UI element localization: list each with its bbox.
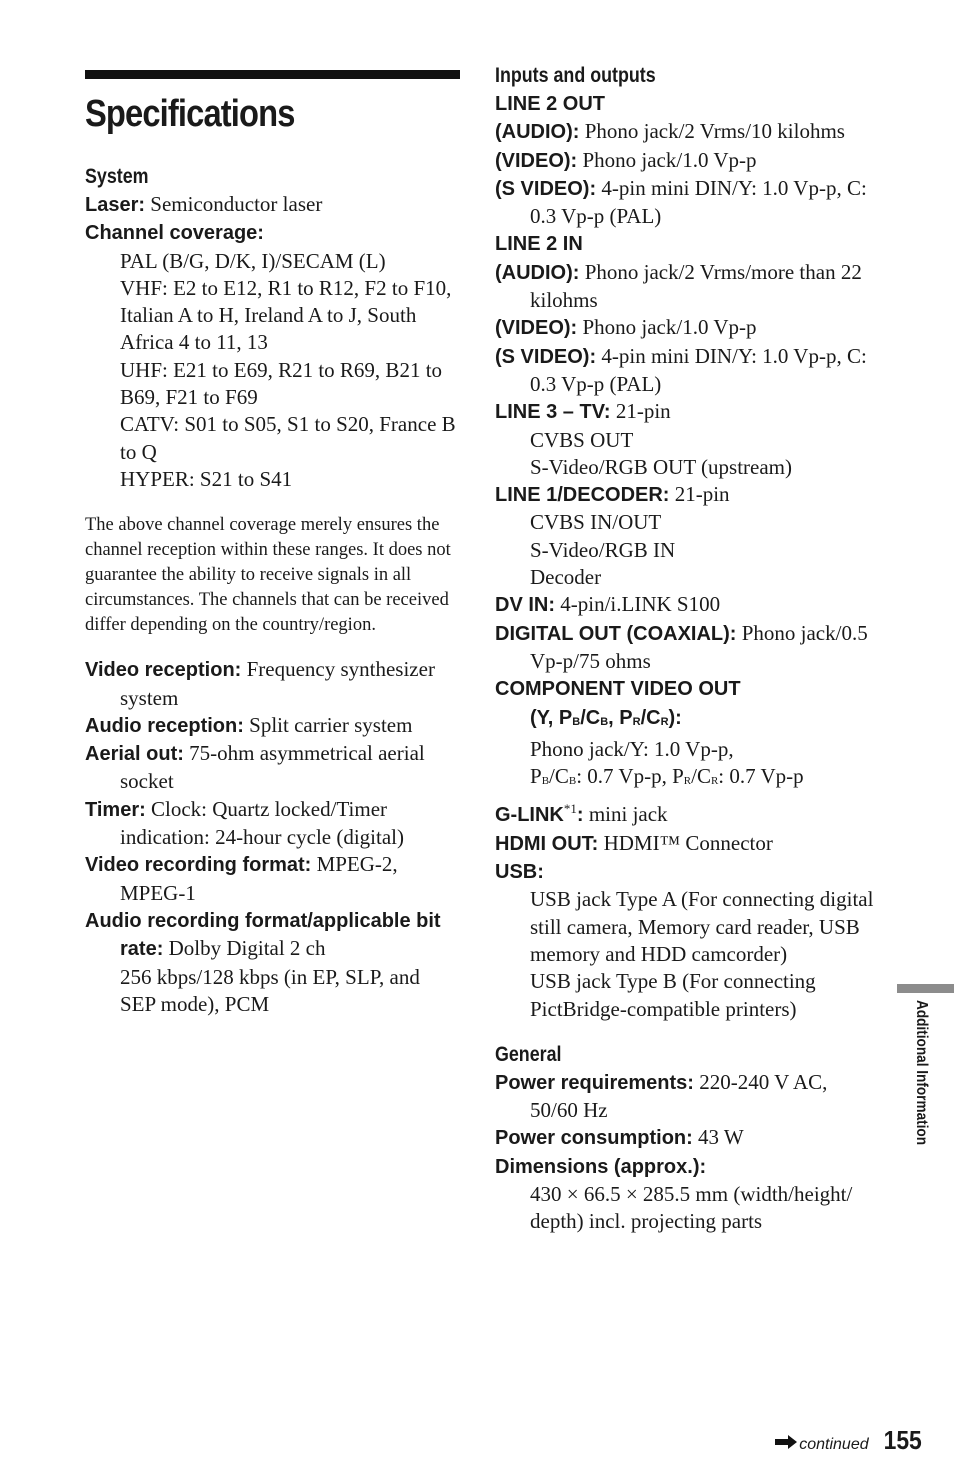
left-column (85, 70, 460, 1018)
spec-dv-in: DV IN: 4-pin/i.LINK S100 (495, 592, 721, 617)
spec-laser: Laser: Semiconductor laser (85, 192, 323, 216)
spec-digital-out: DIGITAL OUT (COAXIAL): Phono jack/0.5 Vp-p/75 ohms (495, 620, 868, 673)
spec-power-requirements: Power requirements: 220-240 V AC, 50/60 Hz (495, 1069, 828, 1123)
continued-label: continued (799, 1436, 869, 1453)
system-heading: System (85, 165, 149, 188)
arrow-right-icon (775, 1435, 797, 1454)
spec-dimensions: Dimensions (approx.): (495, 1155, 707, 1178)
channel-note: The above channel coverage merely ensures the channel reception within these ranges. It does not guarantee the ability to receive signals in all circumstances. The channels that can be received differ depending on the country/region. (85, 515, 451, 636)
channel-line: PAL (B/G, D/K, I)/SECAM (L) (120, 248, 386, 273)
line2in-label: LINE 2 IN (495, 233, 583, 256)
spec-usb: USB: (495, 861, 544, 884)
audio-format-line: 256 kbps/128 kbps (in EP, SLP, and SEP mode), PCM (120, 964, 420, 1016)
channel-line: UHF: E21 to E69, R21 to R69, B21 to B69, F21 to F69 (120, 357, 443, 410)
spec-hdmi-out: HDMI OUT: HDMI™ Connector (495, 830, 773, 855)
spec-l2i-audio: (AUDIO): Phono jack/2 Vrms/more than 22 kilohms (495, 259, 862, 313)
line3-line: S-Video/RGB OUT (upstream) (530, 454, 792, 479)
spec-l2o-audio: (AUDIO): Phono jack/2 Vrms/10 kilohms (495, 119, 845, 144)
spec-line1-decoder: LINE 1/DECODER: 21-pin (495, 482, 730, 507)
right-column (495, 62, 880, 1236)
spec-channel-coverage: Channel coverage: (85, 222, 264, 245)
title-rule (85, 70, 460, 79)
dimensions-line: 430 × 66.5 × 285.5 mm (width/height/ depth) incl. projecting parts (530, 1181, 853, 1234)
spec-line3-tv: LINE 3 – TV: 21-pin (495, 399, 671, 424)
line2out-label: LINE 2 OUT (495, 93, 606, 115)
component-line: Phono jack/Y: 1.0 Vp-p, (530, 736, 734, 761)
usb-line: USB jack Type A (For connecting digital still camera, Memory card reader, USB memory and HDD camcorder) (530, 887, 874, 966)
channel-line: HYPER: S21 to S41 (120, 466, 293, 491)
spec-aerial-out: Aerial out: 75-ohm asymmetrical aerial socket (85, 741, 425, 794)
line1-line: Decoder (530, 565, 602, 590)
line1-line: S-Video/RGB IN (530, 537, 676, 562)
spec-component-video-out: COMPONENT VIDEO OUT (495, 678, 741, 701)
page-footer (775, 1425, 924, 1456)
spec-l2i-video: (VIDEO): Phono jack/1.0 Vp-p (495, 315, 757, 340)
spec-timer: Timer: Clock: Quartz locked/Timer indication: 24-hour cycle (digital) (85, 796, 404, 850)
channel-line: VHF: E2 to E12, R1 to R12, F2 to F10, Italian A to H, Ireland A to J, South Africa 4 to 11, 13 (120, 275, 452, 355)
spec-audio-recording-format: Audio recording format/applicable bit rate: Dolby Digital 2 ch (85, 909, 441, 961)
component-subheading: (Y, $P_B/C_B$, $P_R/C_R$): (530, 706, 682, 729)
spec-l2o-video: (VIDEO): Phono jack/1.0 Vp-p (495, 147, 757, 172)
side-tab-bar (897, 984, 954, 993)
spec-l2i-svideo: (S VIDEO): 4-pin mini DIN/Y: 1.0 Vp-p, C: 0.3 Vp-p (PAL) (495, 343, 867, 396)
line1-line: CVBS IN/OUT (530, 510, 662, 535)
io-heading: Inputs and outputs (495, 64, 656, 87)
spec-audio-reception: Audio reception: Split carrier system (85, 712, 413, 737)
spec-g-link: G-LINK$^{*1}$: mini jack (495, 801, 668, 827)
spec-video-reception: Video reception: Frequency synthesizer system (85, 657, 435, 710)
side-tab-label: Additional Information (913, 1000, 930, 1146)
usb-line: USB jack Type B (For connecting PictBridge-compatible printers) (530, 969, 816, 1021)
spec-video-recording-format: Video recording format: MPEG-2, MPEG-1 (85, 852, 398, 905)
spec-l2o-svideo: (S VIDEO): 4-pin mini DIN/Y: 1.0 Vp-p, C: 0.3 Vp-p (PAL) (495, 175, 867, 229)
spec-power-consumption: Power consumption: 43 W (495, 1125, 744, 1150)
channel-line: CATV: S01 to S05, S1 to S20, France B to Q (120, 412, 456, 464)
page-title: Specifications (85, 93, 295, 135)
general-heading: General (495, 1042, 562, 1066)
page-number: 155 (883, 1425, 922, 1455)
component-line: $P_B/C_B$: 0.7 Vp-p, $P_R/C_R$: 0.7 Vp-p (530, 764, 804, 789)
line3-line: CVBS OUT (530, 427, 634, 452)
